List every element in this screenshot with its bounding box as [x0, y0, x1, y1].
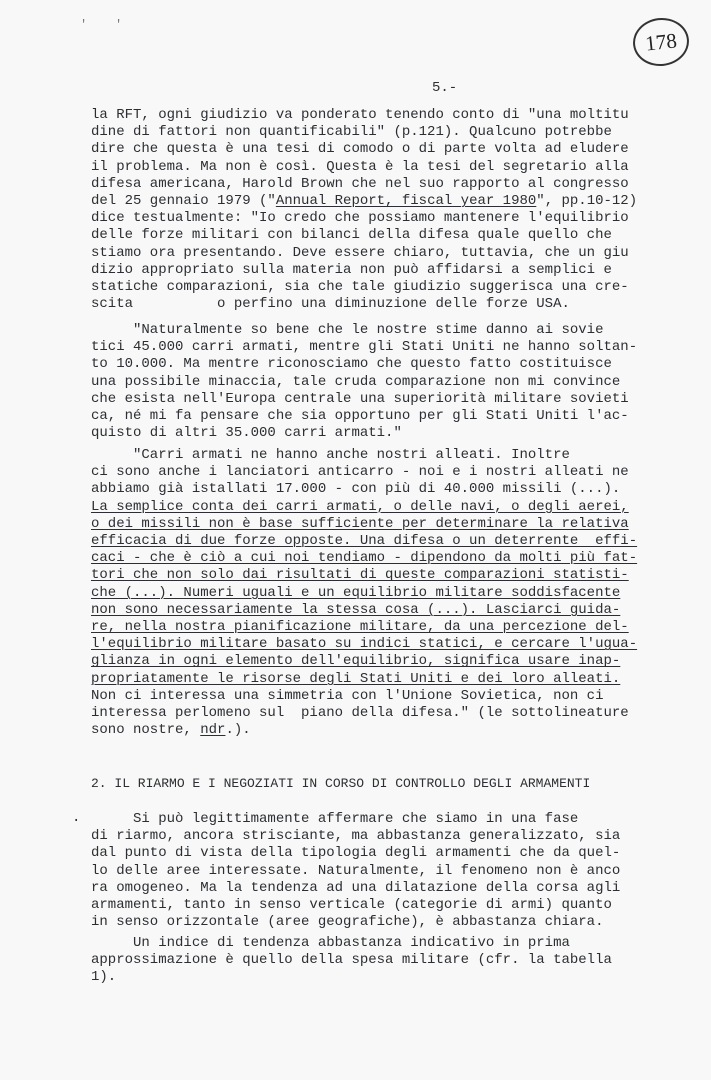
- text-line: il problema. Ma non è così. Questa è la tesi del segretario alla: [91, 158, 629, 175]
- underlined-line: o dei missili non è base sufficiente per determinare la relativa: [91, 515, 629, 532]
- underlined-line: che (...). Numeri uguali e un equilibrio militare soddisfacente: [91, 584, 621, 601]
- underlined-line: propriatamente le risorse degli Stati Uniti e dei loro alleati.: [91, 670, 621, 687]
- text-line: "Naturalmente so bene che le nostre stime danno ai sovie: [91, 322, 604, 338]
- corner-mark: ': [80, 18, 88, 32]
- ndr-abbreviation: ndr: [200, 722, 226, 739]
- underlined-line: tori che non solo dai risultati di queste comparazioni statisti-: [91, 567, 629, 584]
- section-2-paragraph-2: [91, 935, 636, 987]
- text-line: che esista nell'Europa centrale una superiorità militare sovieti: [91, 390, 629, 407]
- text-line: lo delle aree interessate. Naturalmente, il fenomeno non è anco: [91, 862, 621, 879]
- text-line: armamenti, tanto in senso verticale (categorie di armi) quanto: [91, 897, 612, 914]
- underlined-line: non sono necessariamente la stessa cosa (...). Lasciarci guida-: [91, 601, 621, 618]
- text-line: Si può legittimamente affermare che siamo in una fase: [91, 811, 579, 827]
- text-line: Non ci interessa una simmetria con l'Unione Sovietica, non ci: [91, 687, 604, 704]
- text-line: quisto di altri 35.000 carri armati.": [91, 425, 402, 442]
- text-line: la RFT, ogni giudizio va ponderato tenendo conto di "una moltitu: [91, 107, 629, 123]
- text-line: di riarmo, ancora strisciante, ma abbastanza generalizzato, sia: [91, 828, 621, 845]
- text-line: dine di fattori non quantificabili" (p.121). Qualcuno potrebbe: [91, 124, 612, 141]
- text-fragment: ", pp.10-12): [536, 193, 638, 210]
- text-fragment: .).: [225, 722, 251, 739]
- underlined-line: efficacia di due forze opposte. Una difesa o un deterrente effi-: [91, 533, 638, 550]
- text-line: Un indice di tendenza abbastanza indicativo in prima: [91, 935, 570, 951]
- text-line: to 10.000. Ma mentre riconosciamo che questo fatto costituisce: [91, 356, 612, 373]
- text-line: in senso orizzontale (aree geografiche), è abbastanza chiara.: [91, 914, 604, 931]
- margin-mark: .: [72, 810, 81, 826]
- text-line: dice testualmente: "Io credo che possiamo mantenere l'equilibrio: [91, 210, 629, 227]
- paragraph-2: [91, 322, 636, 442]
- text-line: 1).: [91, 969, 117, 986]
- text-line: ca, né mi fa pensare che sia opportuno per gli Stati Uniti l'ac-: [91, 408, 629, 425]
- underlined-line: La semplice conta dei carri armati, o delle navi, o degli aerei,: [91, 498, 629, 515]
- text-fragment: del 25 gennaio 1979 (": [91, 193, 276, 210]
- underlined-line: caci - che è ciò a cui noi tendiamo - dipendono da molti più fat-: [91, 550, 638, 567]
- text-line: una possibile minaccia, tale cruda comparazione non mi convince: [91, 373, 621, 390]
- text-line: delle forze militari con bilanci della difesa quale quello che: [91, 227, 612, 244]
- text-line: ci sono anche i lanciatori anticarro - noi e i nostri alleati ne: [91, 464, 629, 481]
- section-heading: 2. IL RIARMO E I NEGOZIATI IN CORSO DI CONTROLLO DEGLI ARMAMENTI: [91, 776, 591, 791]
- text-line: [91, 722, 636, 739]
- underlined-line: glianza in ogni elemento dell'equilibrio, significa usare inap-: [91, 653, 621, 670]
- text-line: difesa americana, Harold Brown che nel suo rapporto al congresso: [91, 175, 629, 192]
- corner-mark: ': [115, 18, 123, 32]
- section-2-paragraph-1: [91, 811, 636, 931]
- text-line: [91, 193, 636, 210]
- text-line: dal punto di vista della tipologia degli armamenti che da quel-: [91, 845, 621, 862]
- text-line: tici 45.000 carri armati, mentre gli Stati Uniti ne hanno soltan-: [91, 339, 638, 356]
- page-stamp: 178: [631, 15, 692, 69]
- text-line: dire che questa è una tesi di comodo o di parte volta ad eludere: [91, 141, 629, 158]
- paragraph-3: [91, 447, 636, 739]
- report-title: Annual Report, fiscal year 1980: [275, 193, 537, 210]
- text-line: scita o perfino una diminuzione delle forze USA.: [91, 296, 570, 313]
- text-line: "Carri armati ne hanno anche nostri alleati. Inoltre: [91, 447, 570, 463]
- page-number: 5.-: [432, 80, 458, 96]
- text-line: ra omogeneo. Ma la tendenza ad una dilatazione della corsa agli: [91, 879, 621, 896]
- text-line: statiche comparazioni, sia che tale giudizio suggerisca una cre-: [91, 279, 629, 296]
- text-line: approssimazione è quello della spesa militare (cfr. la tabella: [91, 952, 612, 969]
- paragraph-1: [91, 107, 636, 313]
- text-line: abbiamo già istallati 17.000 - con più di 40.000 missili (...).: [91, 481, 621, 498]
- text-line: interessa perlomeno sul piano della difesa." (le sottolineature: [91, 705, 629, 722]
- underlined-line: l'equilibrio militare basato su indici statici, e cercare l'ugua-: [91, 636, 638, 653]
- text-line: dizio appropriato sulla materia non può affidarsi a semplici e: [91, 261, 612, 278]
- text-line: stiamo ora presentando. Deve essere chiaro, tuttavia, che un giu: [91, 244, 629, 261]
- underlined-line: re, nella nostra pianificazione militare, da una percezione del-: [91, 619, 629, 636]
- text-fragment: sono nostre,: [91, 722, 201, 739]
